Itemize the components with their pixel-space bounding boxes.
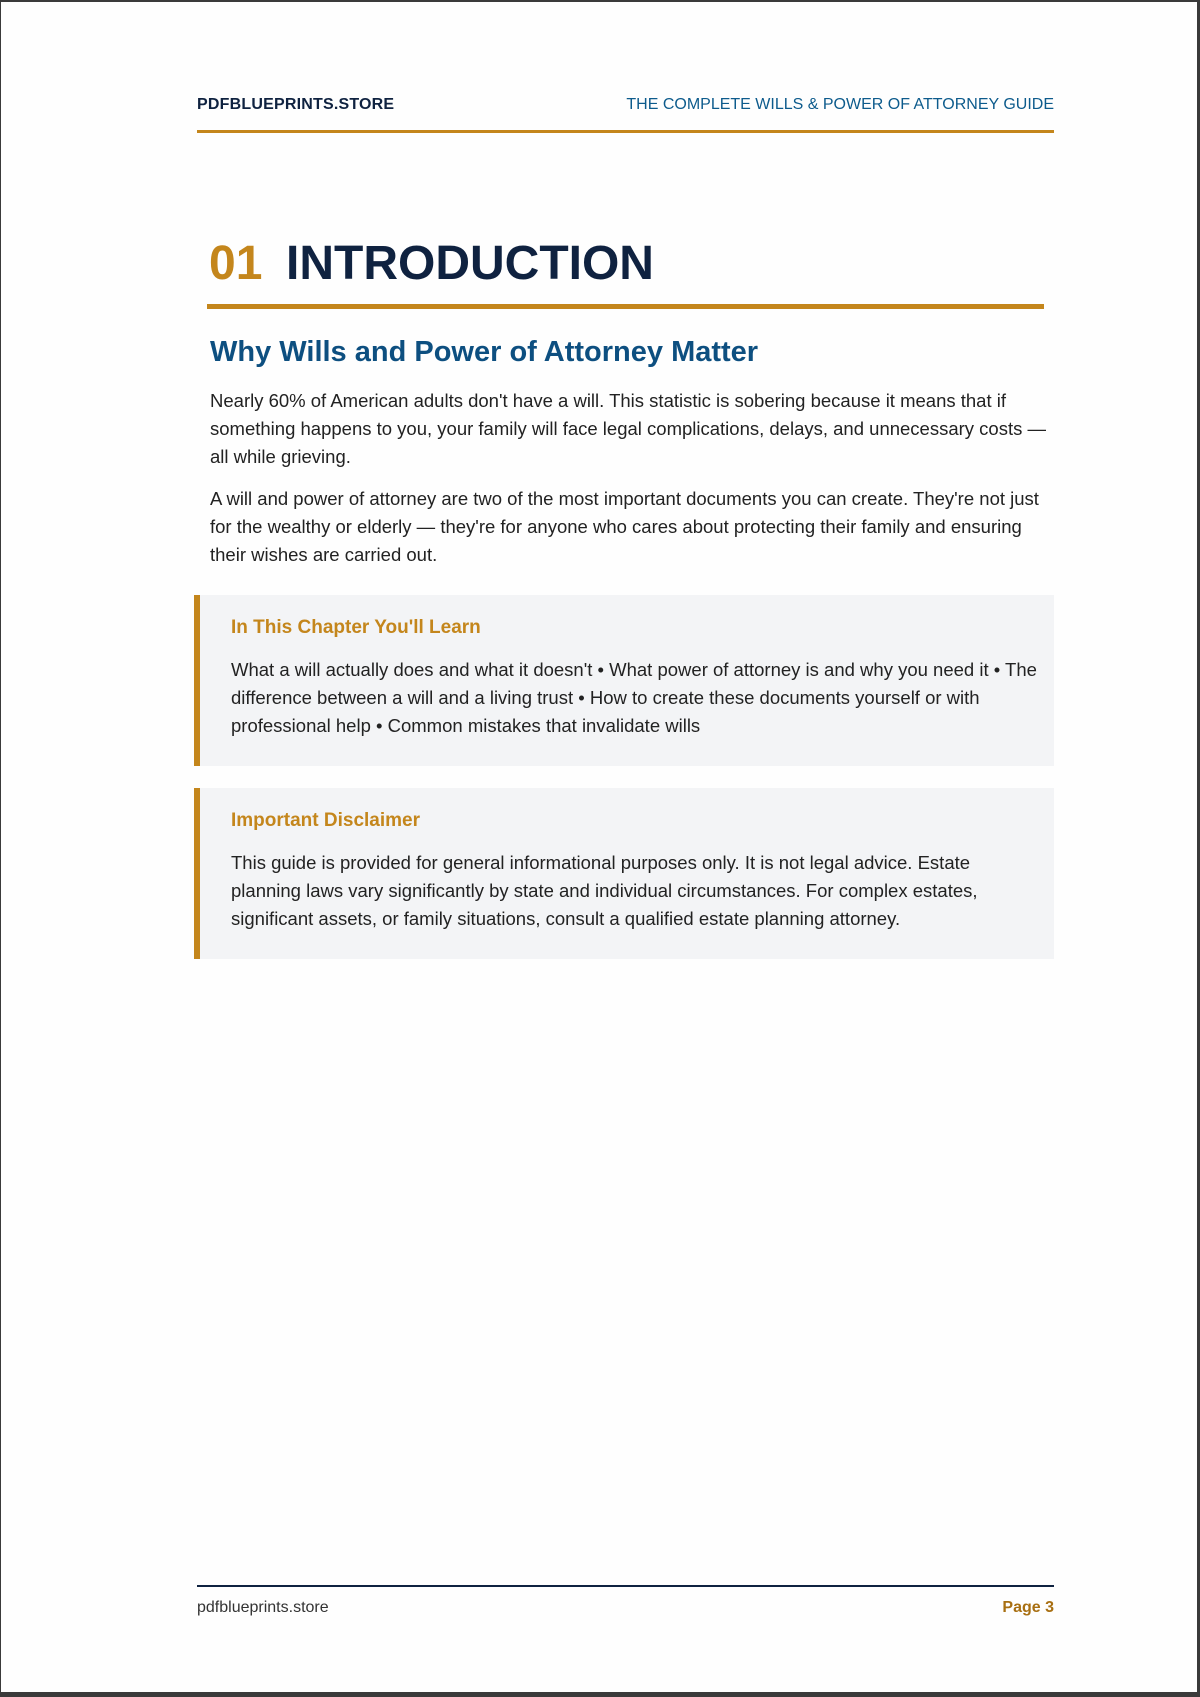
page-number: Page 3	[1002, 1599, 1054, 1616]
header-guide-title: THE COMPLETE WILLS & POWER OF ATTORNEY GUIDE	[626, 96, 1054, 113]
document-page	[1, 2, 1197, 1692]
callout-text: What a will actually does and what it doesn't • What power of attorney is and why you need it • The difference between a will and a living trust • How to create these documents yourself or with professional help • Common mistakes that invalidate wills	[231, 659, 1037, 736]
callout-text: This guide is provided for general informational purposes only. It is not legal advice. Estate planning laws vary significantly by state and individual circumstances. For complex estates, significant assets, or family situations, consult a qualified estate planning attorney.	[231, 852, 978, 929]
learning-objectives-callout	[194, 595, 1054, 766]
footer-site-name: pdfblueprints.store	[197, 1599, 329, 1616]
running-footer	[197, 1585, 1054, 1627]
header-site-name: PDFBLUEPRINTS.STORE	[197, 96, 395, 113]
body-paragraph: Nearly 60% of American adults don't have a will. This statistic is sobering because it means that if something happens to you, your family will face legal complications, delays, and unnecessary costs — all while grieving.	[210, 390, 1047, 467]
disclaimer-callout	[194, 788, 1054, 959]
chapter-number: 01	[209, 237, 263, 290]
section-title: Why Wills and Power of Attorney Matter	[210, 336, 759, 368]
callout-title: Important Disclaimer	[231, 810, 420, 831]
running-header	[197, 94, 1054, 133]
body-paragraph: A will and power of attorney are two of the most important documents you can create. They're not just for the wealthy or elderly — they're for anyone who cares about protecting their family and ensuring their wishes are carried out.	[210, 488, 1039, 565]
chapter-heading	[207, 232, 1044, 309]
callout-title: In This Chapter You'll Learn	[231, 617, 481, 638]
chapter-title: INTRODUCTION	[286, 237, 654, 290]
